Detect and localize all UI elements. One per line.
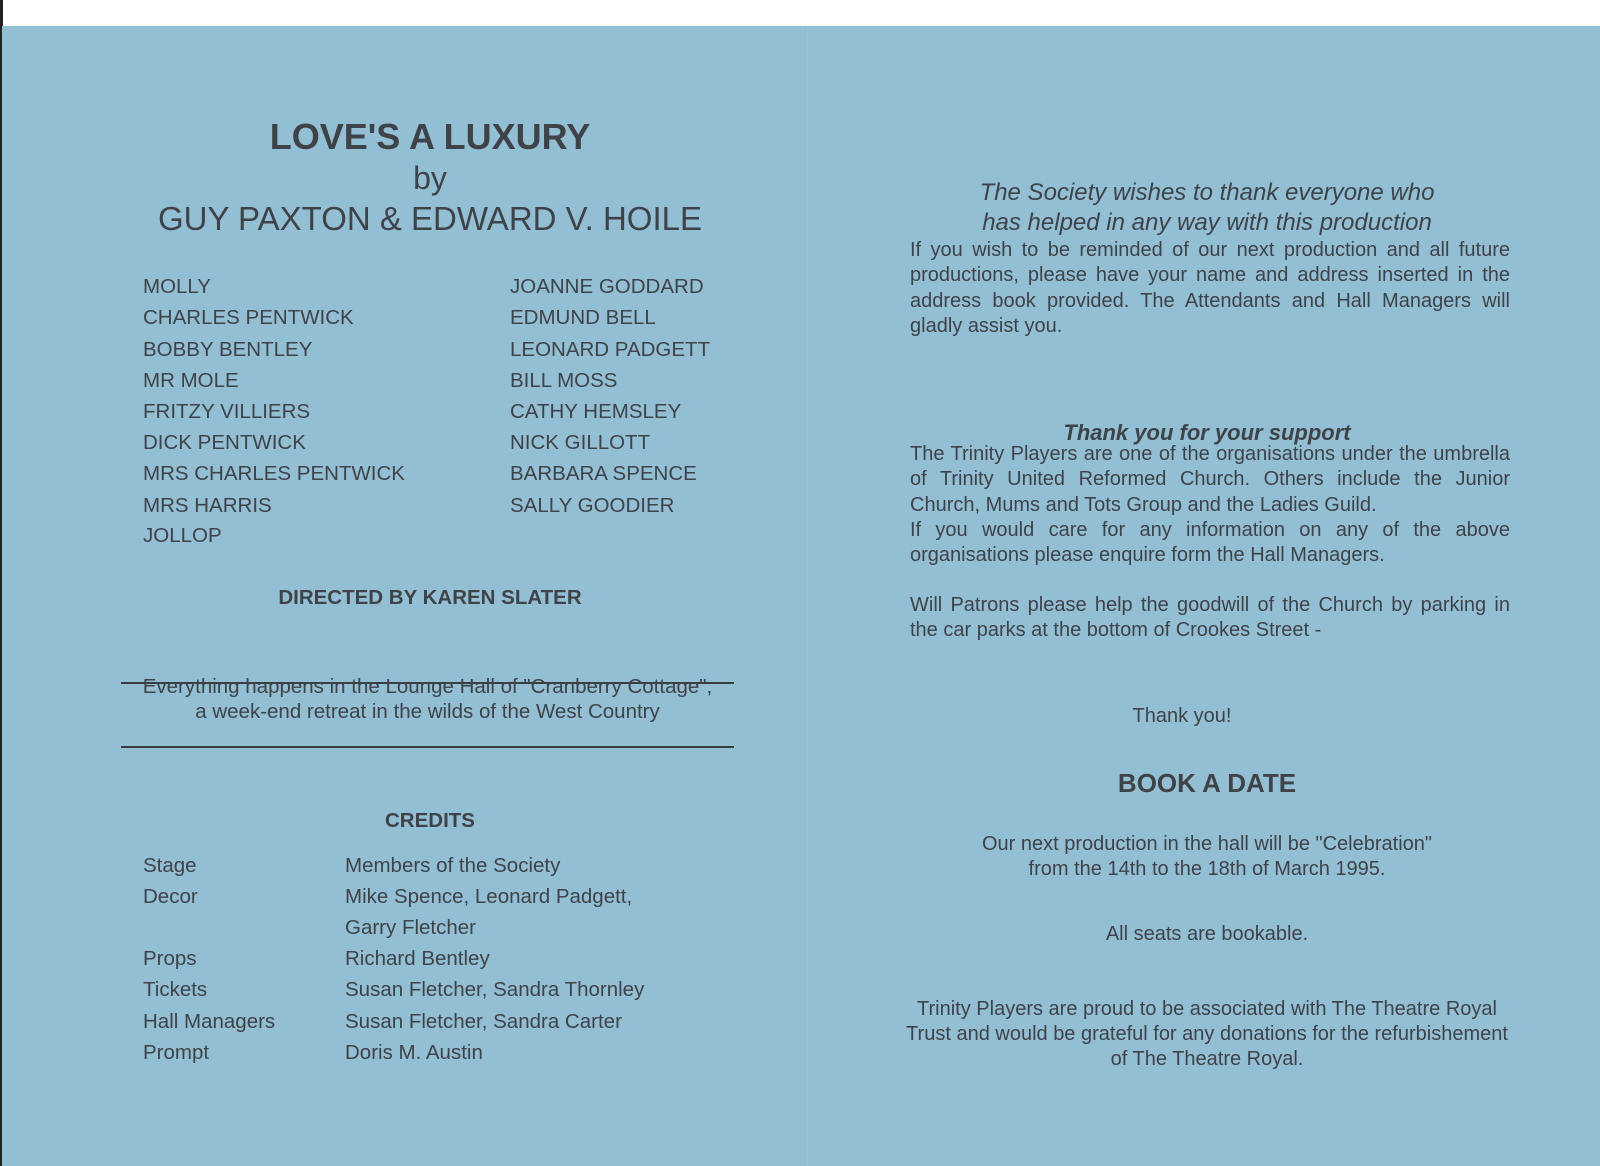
cast-role: CHARLES PENTWICK [143,306,354,329]
book-a-date-heading: BOOK A DATE [1117,768,1297,798]
cast-role: MOLLY [143,275,211,298]
next-production-line: Our next production in the hall will be "Celebration" [982,833,1432,855]
cast-role: FRITZY VILLIERS [143,400,311,423]
credit-label: Props [143,947,197,970]
credits-heading: CREDITS [385,809,475,832]
cast-actor: JOANNE GODDARD [510,275,704,298]
credit-value: Susan Fletcher, Sandra Thornley [345,978,645,1001]
cast-role: MR MOLE [143,369,239,392]
credit-value: Richard Bentley [345,947,490,970]
cast-role: MRS HARRIS [143,494,272,517]
cast-actor: CATHY HEMSLEY [510,400,682,423]
cast-role: DICK PENTWICK [143,431,306,454]
page-fold [805,26,808,1166]
cast-actor: NICK GILLOTT [510,431,651,454]
thanks-line: The Society wishes to thank everyone who [979,179,1435,206]
credit-value: Susan Fletcher, Sandra Carter [345,1010,622,1033]
credit-label: Decor [143,885,198,908]
cast-actor: SALLY GOODIER [510,494,675,517]
information-paragraph: If you would care for any information on any of the above organisations please enquire form the Hall Managers. [910,519,1510,567]
cast-actor: BARBARA SPENCE [510,462,697,485]
thanks-message [882,178,1532,238]
thank-you-text: Thank you! [1132,705,1232,727]
programme-sheet [2,26,1600,1166]
organisations-paragraph: The Trinity Players are one of the organisations under the umbrella of Trinity United Reformed Church. Others include the Junior Church, Mums and Tots Group and the Ladies Guild. [910,443,1510,516]
credit-label: Hall Managers [143,1010,276,1033]
credit-label: Stage [143,854,197,877]
play-title: LOVE'S A LUXURY [269,116,591,157]
credit-value: Doris M. Austin [345,1041,483,1064]
credit-label: Prompt [143,1041,210,1064]
seats-note: All seats are bookable. [1105,923,1309,945]
cast-actor: EDMUND BELL [510,306,656,329]
setting-line: a week-end retreat in the wilds of the West Country [195,700,660,723]
authors: GUY PAXTON & EDWARD V. HOILE [157,200,703,237]
reminder-paragraph: If you wish to be reminded of our next production and all future productions, please have your name and address inserted in the address book provided. The Attendants and Hall Managers will gladly assist you. [910,239,1510,337]
parking-paragraph: Will Patrons please help the goodwill of the Church by parking in the car parks at the bottom of Crookes Street - [910,594,1510,642]
cast-role: JOLLOP [143,524,222,547]
next-production [882,832,1532,882]
credit-value: Members of the Society [345,854,561,877]
cast-role: MRS CHARLES PENTWICK [143,462,405,485]
credit-label: Tickets [143,978,208,1001]
credit-value: Garry Fletcher [345,916,476,939]
next-production-line: from the 14th to the 18th of March 1995. [1028,858,1386,880]
cast-role: BOBBY BENTLEY [143,338,313,361]
by-line: by [413,160,447,196]
setting-note [121,674,734,724]
theatre-trust-note: Trinity Players are proud to be associated with The Theatre Royal Trust and would be grateful for any donations for the refurbishement of The Theatre Royal. [906,998,1508,1070]
setting-line: Everything happens in the Lounge Hall of "Cranberry Cottage", [142,675,713,698]
credit-value: Mike Spence, Leonard Padgett, [345,885,633,908]
cast-actor: BILL MOSS [510,369,618,392]
director-credit: DIRECTED BY KAREN SLATER [278,586,582,609]
thanks-line: has helped in any way with this production [982,209,1432,236]
support-heading: Thank you for your support [1063,420,1351,445]
cast-actor: LEONARD PADGETT [510,338,711,361]
divider-bottom [121,746,734,748]
